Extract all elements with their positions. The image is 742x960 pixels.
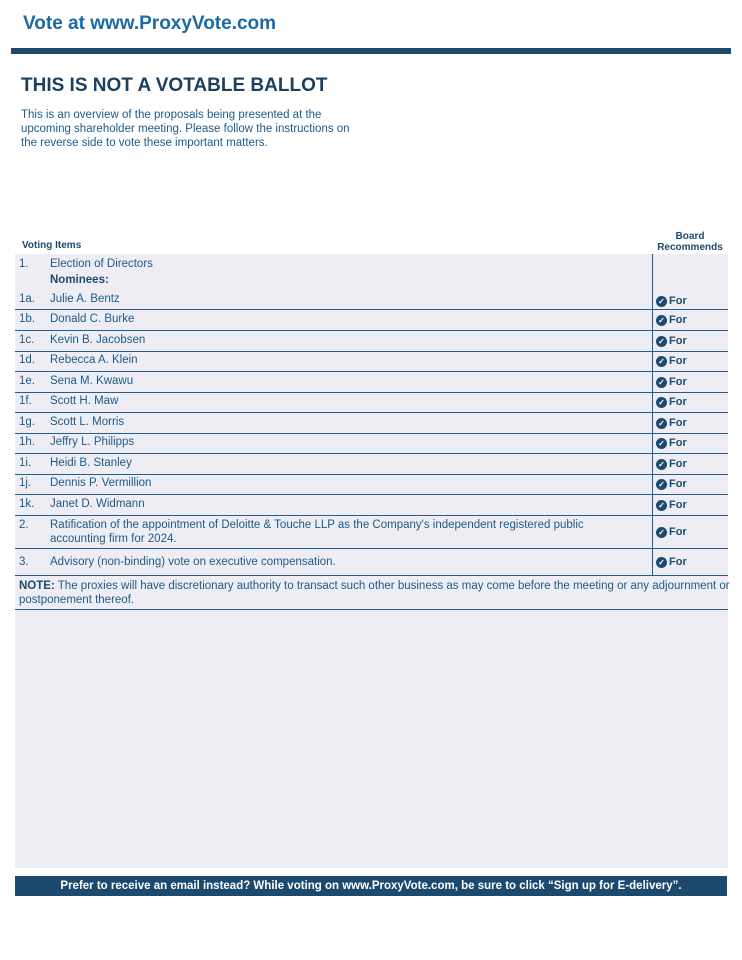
board-rec: ✓ For: [656, 376, 687, 388]
board-rec: ✓ For: [656, 314, 687, 326]
check-circle-icon: ✓: [656, 500, 667, 511]
check-circle-icon: ✓: [656, 315, 667, 326]
item-label: Election of Directors: [50, 258, 153, 270]
table-row: 1k. Janet D. Widmann ✓ For: [15, 495, 728, 516]
board-rec: ✓ For: [656, 437, 687, 449]
item-3-row: 3. Advisory (non-binding) vote on executive compensation. ✓ For: [15, 549, 728, 576]
table-row: 1j. Dennis P. Vermillion ✓ For: [15, 474, 728, 495]
board-rec: ✓ For: [656, 499, 687, 511]
check-circle-icon: ✓: [656, 356, 667, 367]
board-recommends-header: Board Recommends: [657, 231, 723, 253]
nominees-label: Nominees:: [50, 274, 109, 286]
note-label: NOTE:: [19, 580, 55, 592]
check-circle-icon: ✓: [656, 527, 667, 538]
check-circle-icon: ✓: [656, 479, 667, 490]
board-rec: ✓ For: [656, 458, 687, 470]
proxyvote-header: Vote at www.ProxyVote.com: [23, 13, 277, 34]
table-row: 1c. Kevin B. Jacobsen ✓ For: [15, 331, 728, 352]
edelivery-banner: Prefer to receive an email instead? While voting on www.ProxyVote.com, be sure to click “Sign up for E-delivery”.: [15, 876, 727, 896]
page-title: THIS IS NOT A VOTABLE BALLOT: [21, 75, 328, 96]
check-circle-icon: ✓: [656, 459, 667, 470]
table-row: 1h. Jeffry L. Philipps ✓ For: [15, 433, 728, 454]
check-circle-icon: ✓: [656, 296, 667, 307]
item-number: 1.: [19, 258, 29, 270]
check-circle-icon: ✓: [656, 438, 667, 449]
note-text: NOTE: The proxies will have discretionary authority to transact such other business as may come before the meeting or any adjournment or postponement thereof.: [19, 580, 730, 606]
item-2-row: 2. Ratification of the appointment of Deloitte & Touche LLP as the Company's independent registered public accounting firm for 2024. ✓ For: [15, 516, 728, 549]
board-rec: ✓ For: [656, 295, 687, 307]
table-row: 1e. Sena M. Kwawu ✓ For: [15, 372, 728, 393]
check-circle-icon: ✓: [656, 418, 667, 429]
check-circle-icon: ✓: [656, 557, 667, 568]
board-rec: ✓ For: [656, 396, 687, 408]
check-circle-icon: ✓: [656, 336, 667, 347]
item-1-row: [15, 256, 728, 286]
table-row: 1i. Heidi B. Stanley ✓ For: [15, 454, 728, 475]
table-row: 1d. Rebecca A. Klein ✓ For: [15, 351, 728, 372]
check-circle-icon: ✓: [656, 397, 667, 408]
board-rec: ✓ For: [656, 556, 687, 568]
board-rec: ✓ For: [656, 417, 687, 429]
intro-text: This is an overview of the proposals being presented at the upcoming shareholder meeting. Please follow the instructions on the reverse side to vote these important matters.: [21, 109, 350, 149]
table-row: 1a. Julie A. Bentz ✓ For: [15, 290, 728, 310]
check-circle-icon: ✓: [656, 377, 667, 388]
note-rule: [15, 609, 728, 610]
table-row: 1f. Scott H. Maw ✓ For: [15, 392, 728, 413]
header-rule: [11, 48, 731, 54]
table-row: 1b. Donald C. Burke ✓ For: [15, 310, 728, 331]
board-rec: ✓ For: [656, 335, 687, 347]
voting-items-header: Voting Items: [22, 240, 82, 251]
board-rec: ✓ For: [656, 526, 687, 538]
table-row: 1g. Scott L. Morris ✓ For: [15, 413, 728, 434]
board-rec: ✓ For: [656, 478, 687, 490]
board-rec: ✓ For: [656, 355, 687, 367]
